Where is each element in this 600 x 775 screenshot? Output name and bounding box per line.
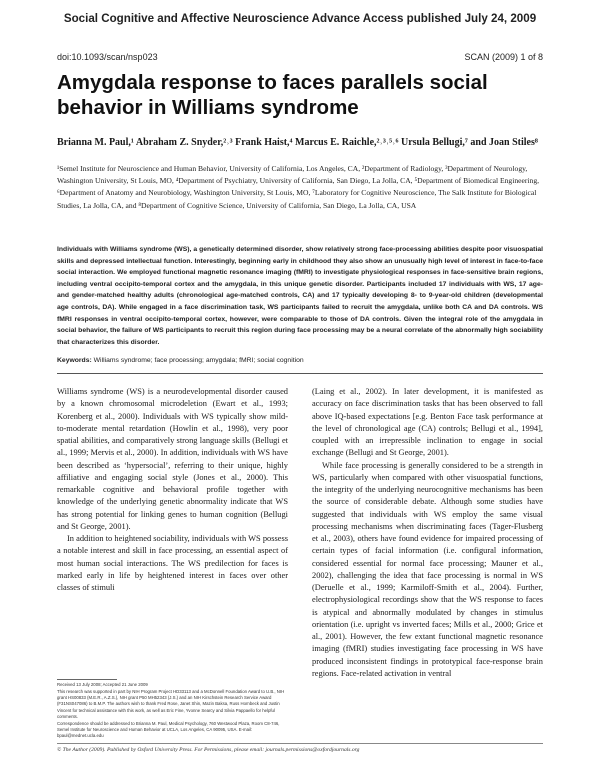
advance-access-banner: Social Cognitive and Affective Neuroscience Advance Access published July 24, 2009: [63, 12, 537, 25]
affiliations: ¹Semel Institute for Neuroscience and Human Behavior, University of California, Los Angeles, CA, ²Department of Radiology, ³Department of Neurology, Washington University, St Louis, MO, ⁴Department of Psychiatry, University of California, San Diego, La Jolla, CA, ⁵Department of Biomedical Engineering, ⁶Department of Anatomy and Neurobiology, Washington University, St Louis, MO, ⁷Laboratory for Cognitive Neuroscience, The Salk Institute for Biological Studies, La Jolla, CA, and ⁸Department of Cognitive Science, University of California, San Diego, La Jolla, CA, USA: [57, 164, 540, 210]
footnote-funding: This research was supported in part by NIH Program Project HD33113 and a McDonnell Foundation Award to U.B., NIH grant HS00833 (M.E.R., A.Z.S.), NIH grant P50 MH52343 (J.S.) and an NIH Kirschstein Research Service Award (F31NS047086) to B.M.P. The authors wish to thank Fred Rose, Janet Shin, Mazin Baksa, Russ Hornbeck and Justin Vincent for technical assistance with this work, as well as Eric Fine, Yvonne Searcy and Silvia Pappaello for helpful comments.: [57, 688, 285, 719]
footnote-dates: Received 13 July 2008; Accepted 21 June 2009: [57, 682, 148, 687]
body-paragraph: Williams syndrome (WS) is a neurodevelopmental disorder caused by a known chromosomal microdeletion (Ewart et al., 1993; Korenberg et al., 2000). Individuals with WS typically show mild-to-moderate mental retardation (Howlin et al., 1998), very poor spatial abilities, and comparatively strong language skills (Bellugi et al., 1999; Mervis et al., 2000). In addition, individuals with WS have been described as ‘hypersocial’, referring to their unique, highly affiliative and engaging social style (Jones et al., 2000). This remarkable cognitive and behavioral profile together with knowledge of the underlying genetic abnormality indicate that WS has strong potential for linking genes to human cognition (Bellugi and St George, 2001).: [57, 387, 288, 531]
journal-page-number: SCAN (2009) 1 of 8: [464, 52, 543, 62]
footnotes: [57, 682, 288, 740]
article-header-line: [57, 52, 543, 62]
footnote-correspondence: Correspondence should be addressed to Brianna M. Paul, Medical Psychology, 760 Westwood Plaza, Room C8-746, Semel Institute for Neuroscience and Human Behavior at UCLA, Los Angeles, CA 90095, USA. E-mail: bpaul@mednet.ucla.edu: [57, 720, 280, 739]
body-paragraph: (Laing et al., 2002). In later development, it is manifested as accuracy on face discrimination tasks that has been observed to fall above IQ-based expectations [e.g. Benton Face task performance at the level of chronological age (CA) controls; Bellugi et al., 1994], coupled with an irrepressible inclination to engage in social exchange (Bellugi and St George, 2001).: [312, 387, 543, 458]
article-title: Amygdala response to faces parallels social behavior in Williams syndrome: [57, 71, 488, 119]
body-column-right: [312, 386, 543, 680]
author-list: Brianna M. Paul,¹ Abraham Z. Snyder,²˒³ Frank Haist,⁴ Marcus E. Raichle,²˒³˒⁵˒⁶ Ursula Bellugi,⁷ and Joan Stiles⁸: [57, 137, 538, 148]
footnote-divider: [57, 679, 117, 680]
body-paragraph: While face processing is generally considered to be a strength in WS, particularly when compared with other visuospatial functions, the integrity of the underlying neurocognitive mechanisms has been the source of considerable debate. Although some studies have suggested that individuals with WS employ the same visual processing mechanisms when discriminating faces (Tager-Flusberg et al., 2003), others have found evidence for impaired processing of certain types of facial information (i.e. configural information, considered essential for normal face processing; Mauner et al., 2002), challenging the idea that face processing is normal in WS (Deruelle et al., 1999; Karmiloff-Smith et al., 2004). Further, electrophysiological recordings show that the WS response to faces is atypical and abnormally modulated by changes in stimulus orientation (i.e. upright vs inverted faces; Mills et al., 2000; Grice et al., 2001). However, the few extant functional magnetic resonance imaging (fMRI) studies investigating face processing in WS have produced inconsistent findings in prototypical face-response brain regions. Face-related activation in ventral: [312, 460, 543, 678]
footer-divider: [57, 743, 543, 744]
body-paragraph: In addition to heightened sociability, individuals with WS possess a notable interest and skill in face processing, an essential aspect of most human social interactions. The WS predilection for faces is marked early in life by heightened interest in faces over other classes of stimuli: [57, 534, 288, 592]
section-divider: [57, 373, 543, 374]
doi-text[interactable]: doi:10.1093/scan/nsp023: [57, 52, 158, 62]
copyright-footer: © The Author (2009). Published by Oxford University Press. For Permissions, please email: journals.permissions@oxfordjournals.org: [57, 747, 360, 753]
abstract: Individuals with Williams syndrome (WS), a genetically determined disorder, show relatively strong face-processing abilities despite poor visuospatial skills and depressed intellectual function. Interestingly, beginning early in childhood they also show an unusually high level of interest in face-to-face social interaction. We employed functional magnetic resonance imaging (fMRI) to investigate physiological responses in face-sensitive brain regions, including ventral occipito-temporal cortex and the amygdala, in this unique genetic disorder. Participants included 17 individuals with WS, 17 age- and gender-matched healthy adults (chronological age-matched controls, CA) and 17 typically developing 8- to 9-year-old children (developmental age controls, DA). While engaged in a face discrimination task, WS participants failed to recruit the amygdala, unlike both CA and DA controls. WS fMRI responses in ventral occipito-temporal cortex, however, were comparable to those of DA controls. Given the integral role of the amygdala in social behavior, the failure of WS participants to recruit this region during face processing may be a neural correlate of the abnormally high sociability that characterizes this disorder.: [57, 246, 543, 346]
body-column-left: [57, 386, 288, 594]
keywords-line: [57, 357, 543, 364]
keywords-label: Keywords:: [57, 357, 92, 364]
keywords-list: Williams syndrome; face processing; amygdala; fMRI; social cognition: [93, 357, 304, 364]
